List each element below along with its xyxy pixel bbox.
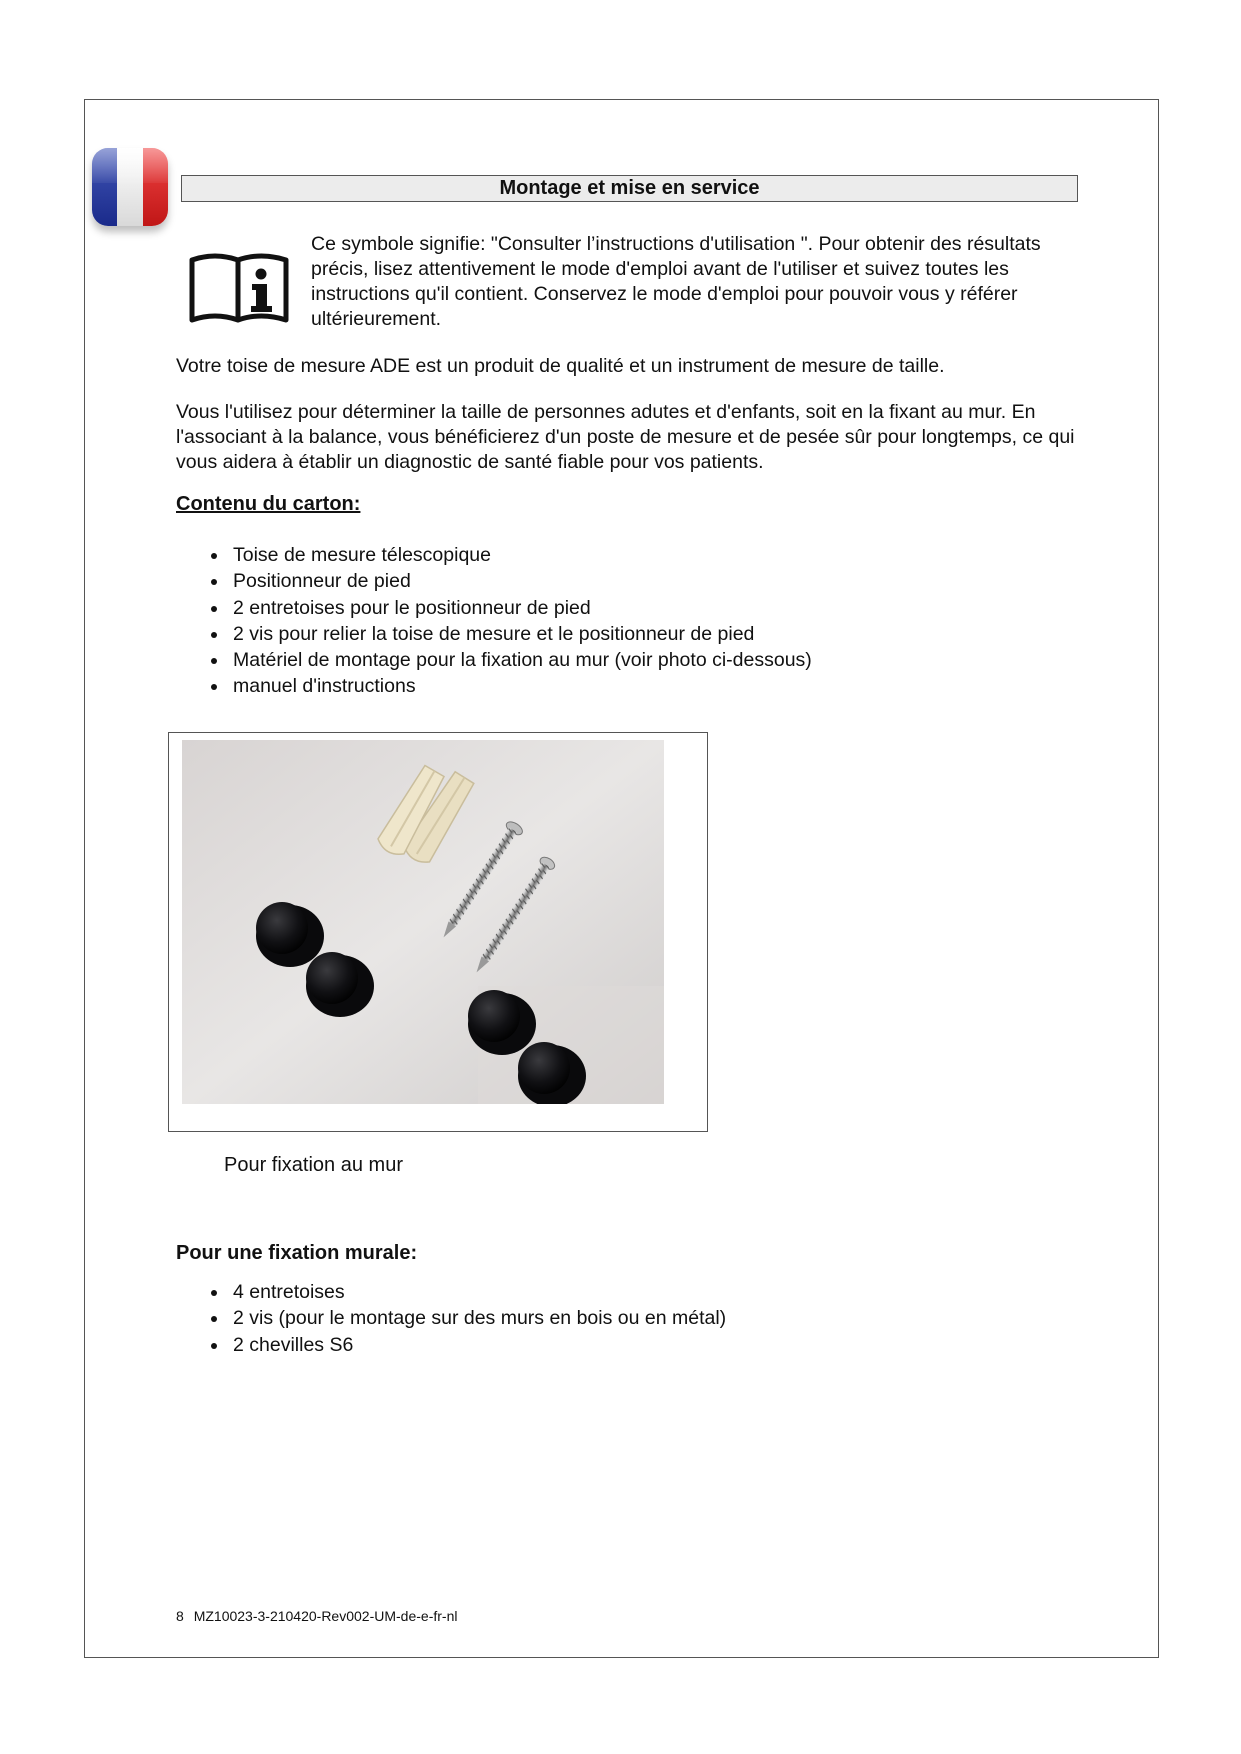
french-flag-icon: [92, 148, 168, 226]
usage-paragraph: Vous l'utilisez pour déterminer la taille de personnes adutes et d'enfants, soit en la fixant au mur. En l'associant à la balance, vous bénéficierez d'un poste de mesure et de pesée sûr pour longtemps, ce qui vous aidera à établir un diagnostic de santé fiable pour vos patients.: [176, 401, 1075, 473]
list-item: Toise de mesure télescopique: [233, 542, 812, 568]
mounting-hardware-photo: [182, 740, 664, 1104]
contents-list: [176, 542, 812, 700]
info-text: Ce symbole signifie: "Consulter l’instructions d'utilisation ". Pour obtenir des résultats précis, lisez attentivement le mode d'emploi avant de l'utiliser et suivez toutes les instructions qu'il contient. Conservez le mode d'emploi pour pouvoir vous y référer ultérieurement.: [311, 233, 1041, 330]
consult-instructions-icon: [188, 250, 290, 324]
list-item: manuel d'instructions: [233, 673, 812, 699]
photo-caption: Pour fixation au mur: [224, 1154, 403, 1176]
list-item: Positionneur de pied: [233, 568, 812, 594]
contents-heading: Contenu du carton:: [176, 493, 361, 515]
wall-mount-list: [176, 1279, 726, 1358]
list-item: 2 chevilles S6: [233, 1332, 726, 1358]
list-item: Matériel de montage pour la fixation au mur (voir photo ci-dessous): [233, 647, 812, 673]
wall-mount-heading: Pour une fixation murale:: [176, 1242, 418, 1264]
page-footer: [176, 1608, 457, 1624]
list-item: 4 entretoises: [233, 1279, 726, 1305]
list-item: 2 entretoises pour le positionneur de pied: [233, 595, 812, 621]
document-code: MZ10023-3-210420-Rev002-UM-de-e-fr-nl: [193, 1608, 458, 1624]
list-item: 2 vis pour relier la toise de mesure et le positionneur de pied: [233, 621, 812, 647]
intro-paragraph: Votre toise de mesure ADE est un produit de qualité et un instrument de mesure de taille.: [176, 355, 945, 377]
section-title: Montage et mise en service: [181, 175, 1078, 202]
list-item: 2 vis (pour le montage sur des murs en bois ou en métal): [233, 1305, 726, 1331]
page-number: 8: [176, 1608, 184, 1624]
